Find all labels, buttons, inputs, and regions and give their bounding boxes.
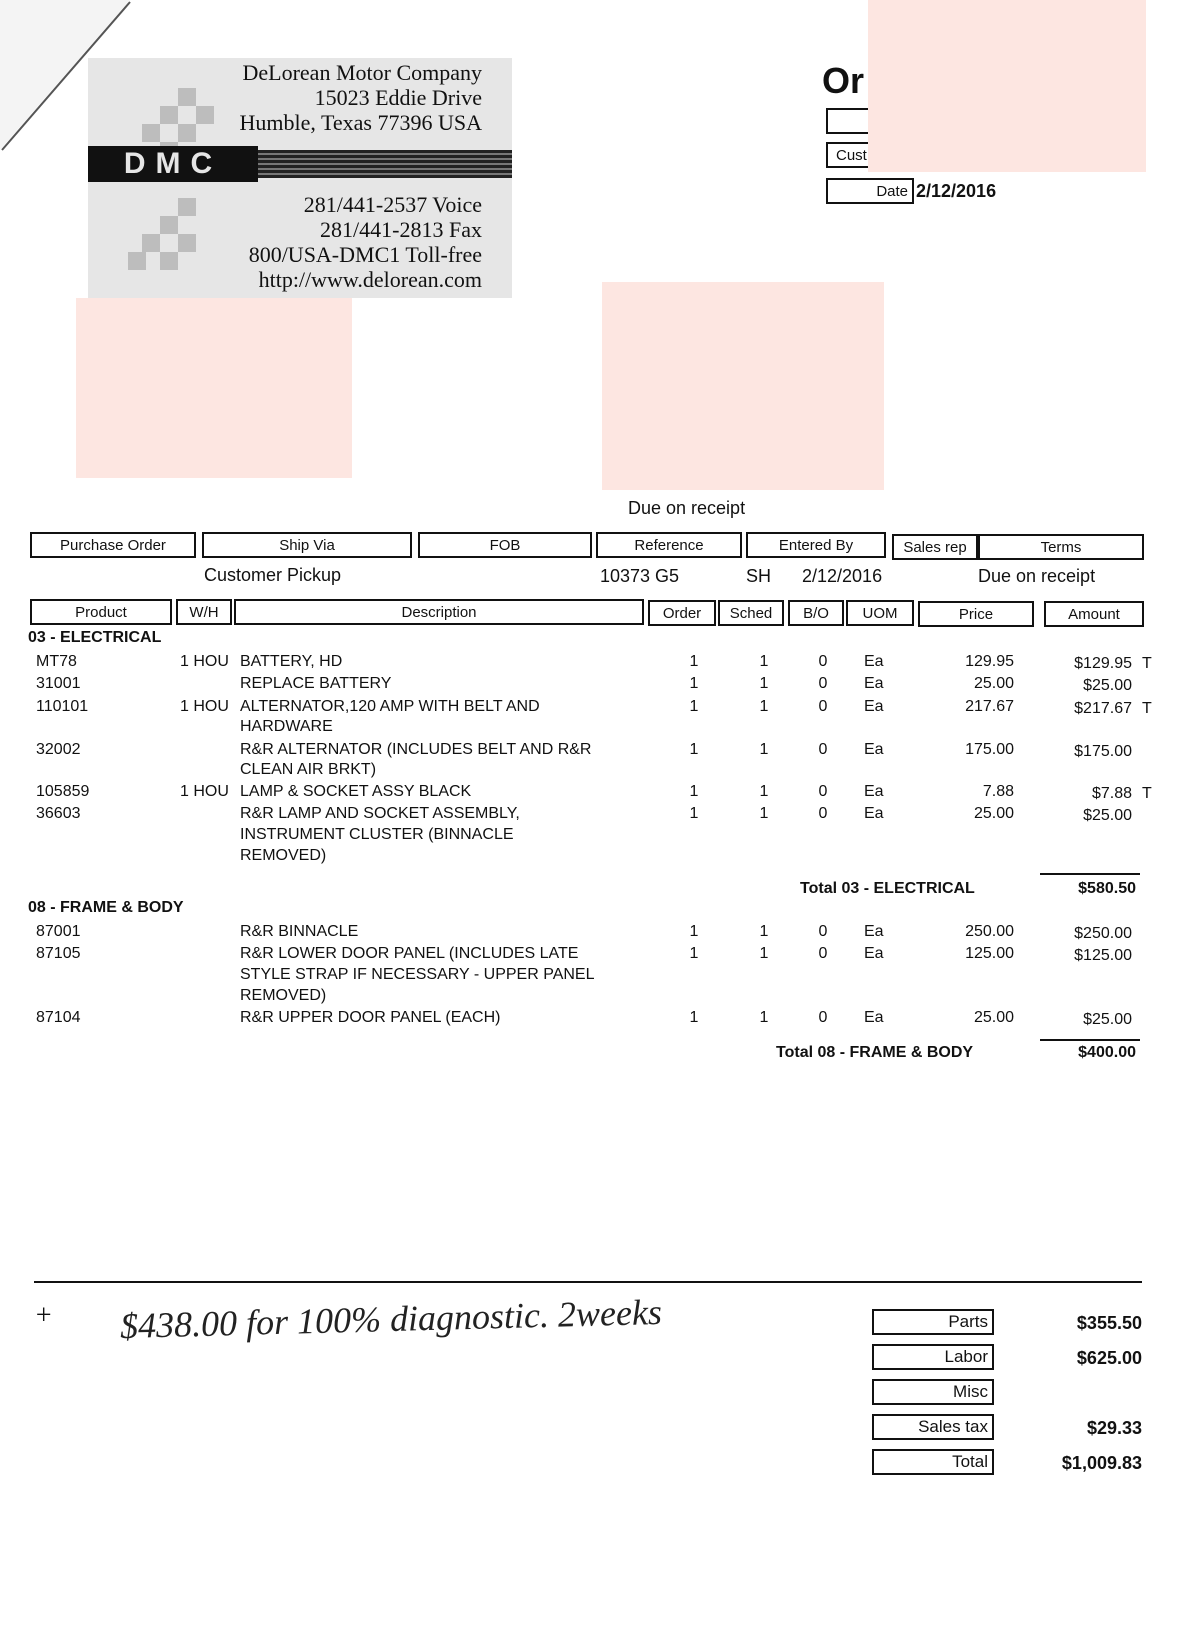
- summary-labor-label: [872, 1344, 994, 1370]
- hdr-entered-by: Entered By: [746, 532, 886, 558]
- description-line: R&R UPPER DOOR PANEL (EACH): [240, 1009, 501, 1026]
- order-qty: 1: [689, 698, 699, 715]
- order-qty: 1: [689, 783, 699, 800]
- company-header: [88, 58, 512, 298]
- summary-label: Labor: [944, 1347, 988, 1366]
- col-sched: Sched: [718, 600, 784, 626]
- section-frame-total: $400.00: [1078, 1044, 1136, 1061]
- bo-qty: 0: [818, 783, 828, 800]
- company-street: 15023 Eddie Drive: [314, 85, 482, 110]
- website: http://www.delorean.com: [258, 267, 482, 292]
- handwritten-note: $438.00 for 100% diagnostic. 2weeks: [119, 1291, 663, 1347]
- summary-parts-label: [872, 1309, 994, 1335]
- tax-flag: T: [1142, 655, 1152, 672]
- footer-rule: [34, 1281, 1142, 1283]
- val-entered-by: SH: [746, 566, 772, 586]
- tax-flag: T: [1142, 785, 1152, 802]
- col-uom: UOM: [846, 600, 914, 626]
- price: 217.67: [965, 698, 1014, 715]
- company-city: Humble, Texas 77396 USA: [239, 110, 482, 135]
- order-qty: 1: [689, 741, 699, 758]
- section-electrical-total: $580.50: [1078, 880, 1136, 897]
- product-code: 110101: [36, 698, 89, 715]
- date-label: Date: [876, 182, 908, 200]
- amount: $175.00: [1074, 743, 1132, 760]
- amount: $125.00: [1074, 947, 1132, 964]
- warehouse: 1 HOU: [180, 653, 229, 670]
- amount: $25.00: [1083, 1011, 1132, 1028]
- doc-title: Or: [822, 60, 865, 101]
- amount: $25.00: [1083, 807, 1132, 824]
- col-amount: Amount: [1044, 601, 1144, 627]
- sched-qty: 1: [759, 805, 769, 822]
- description-line: CLEAN AIR BRKT): [240, 761, 377, 778]
- col-order: Order: [648, 600, 716, 626]
- section-frame-title: 08 - FRAME & BODY: [28, 899, 184, 916]
- summary-label: Total: [952, 1452, 988, 1471]
- product-code: 32002: [36, 741, 81, 758]
- order-qty: 1: [689, 653, 699, 670]
- order-qty: 1: [689, 675, 699, 692]
- product-code: 87104: [36, 1009, 81, 1026]
- sched-qty: 1: [759, 1009, 769, 1026]
- price: 25.00: [973, 675, 1014, 692]
- description-line: R&R LAMP AND SOCKET ASSEMBLY,: [240, 805, 520, 822]
- subtotal-rule: [1040, 873, 1140, 875]
- description-line: REPLACE BATTERY: [240, 675, 392, 692]
- col-bo: B/O: [788, 600, 844, 626]
- description-line: LAMP & SOCKET ASSY BLACK: [240, 783, 472, 800]
- price: 250.00: [965, 923, 1014, 940]
- description-line: STYLE STRAP IF NECESSARY - UPPER PANEL: [240, 966, 595, 983]
- summary-total-label: [872, 1449, 994, 1475]
- val-entered-date: 2/12/2016: [802, 566, 883, 586]
- order-qty: 1: [689, 1009, 699, 1026]
- sched-qty: 1: [759, 698, 769, 715]
- redaction-bill-to: [76, 298, 352, 478]
- uom: Ea: [864, 653, 884, 670]
- uom: Ea: [864, 1009, 884, 1026]
- summary-tax-value: $29.33: [1086, 1418, 1142, 1438]
- price: 25.00: [973, 1009, 1014, 1026]
- redaction-order-info: [868, 0, 1146, 172]
- section-electrical-total-label: Total 03 - ELECTRICAL: [800, 880, 975, 897]
- sched-qty: 1: [759, 675, 769, 692]
- description-line: ALTERNATOR,120 AMP WITH BELT AND: [240, 698, 540, 715]
- description-line: BATTERY, HD: [240, 653, 343, 670]
- sched-qty: 1: [759, 783, 769, 800]
- price: 25.00: [973, 805, 1014, 822]
- price: 129.95: [965, 653, 1014, 670]
- due-on-receipt-top: Due on receipt: [628, 498, 746, 518]
- col-product: Product: [30, 599, 172, 625]
- hdr-ship-via: Ship Via: [202, 532, 412, 558]
- hdr-fob: FOB: [418, 532, 592, 558]
- sched-qty: 1: [759, 741, 769, 758]
- checker-flag-graphic: [118, 78, 228, 298]
- hdr-sales-rep: Sales rep: [892, 534, 978, 560]
- price: 125.00: [965, 945, 1014, 962]
- description-line: REMOVED): [240, 847, 327, 864]
- product-code: 105859: [36, 783, 90, 800]
- section-electrical-title: 03 - ELECTRICAL: [28, 629, 162, 646]
- col-description: Description: [234, 599, 644, 625]
- order-qty: 1: [689, 923, 699, 940]
- dmc-logo-bar: [88, 146, 512, 182]
- bo-qty: 0: [818, 675, 828, 692]
- bo-qty: 0: [818, 698, 828, 715]
- uom: Ea: [864, 945, 884, 962]
- customer-label: Cust: [836, 146, 867, 164]
- warehouse: 1 HOU: [180, 698, 229, 715]
- amount: $217.67: [1074, 700, 1132, 717]
- summary-misc-label: [872, 1379, 994, 1405]
- phone-fax: 281/441-2813 Fax: [320, 217, 482, 242]
- product-code: 31001: [36, 675, 81, 692]
- uom: Ea: [864, 675, 884, 692]
- description-line: INSTRUMENT CLUSTER (BINNACLE: [240, 826, 514, 843]
- date-value: 2/12/2016: [916, 181, 997, 201]
- description-line: R&R LOWER DOOR PANEL (INCLUDES LATE: [240, 945, 579, 962]
- summary-label: Misc: [953, 1382, 988, 1401]
- bo-qty: 0: [818, 945, 828, 962]
- price: 175.00: [965, 741, 1014, 758]
- bo-qty: 0: [818, 1009, 828, 1026]
- val-reference: 10373 G5: [600, 566, 680, 586]
- product-code: 87105: [36, 945, 81, 962]
- summary-total-value: $1,009.83: [1061, 1453, 1142, 1473]
- phone-tollfree: 800/USA-DMC1 Toll-free: [248, 242, 482, 267]
- amount: $25.00: [1083, 677, 1132, 694]
- order-qty: 1: [689, 945, 699, 962]
- dmc-logo: DMC: [88, 146, 258, 182]
- description-line: HARDWARE: [240, 718, 333, 735]
- tax-flag: T: [1142, 700, 1152, 717]
- amount: $7.88: [1091, 785, 1132, 802]
- warehouse: 1 HOU: [180, 783, 229, 800]
- col-price: Price: [918, 601, 1034, 627]
- amount: $129.95: [1074, 655, 1132, 672]
- description-line: R&R BINNACLE: [240, 923, 359, 940]
- val-ship-via: Customer Pickup: [204, 565, 342, 585]
- subtotal-rule: [1040, 1039, 1140, 1041]
- handwritten-plus: +: [34, 1300, 53, 1331]
- uom: Ea: [864, 698, 884, 715]
- summary-tax-label: [872, 1414, 994, 1440]
- uom: Ea: [864, 783, 884, 800]
- phone-voice: 281/441-2537 Voice: [303, 192, 482, 217]
- order-qty: 1: [689, 805, 699, 822]
- bo-qty: 0: [818, 741, 828, 758]
- val-terms: Due on receipt: [978, 566, 1096, 586]
- hdr-terms: Terms: [978, 534, 1144, 560]
- product-code: MT78: [36, 653, 77, 670]
- amount: $250.00: [1074, 925, 1132, 942]
- sched-qty: 1: [759, 923, 769, 940]
- uom: Ea: [864, 805, 884, 822]
- bo-qty: 0: [818, 653, 828, 670]
- redaction-ship-to: [602, 282, 884, 490]
- product-code: 87001: [36, 923, 81, 940]
- logo-stripe: [258, 150, 512, 178]
- description-line: REMOVED): [240, 987, 327, 1004]
- sched-qty: 1: [759, 945, 769, 962]
- hdr-reference: Reference: [596, 532, 742, 558]
- uom: Ea: [864, 741, 884, 758]
- summary-label: Parts: [948, 1312, 988, 1331]
- description-line: R&R ALTERNATOR (INCLUDES BELT AND R&R: [240, 741, 592, 758]
- section-frame-total-label: Total 08 - FRAME & BODY: [776, 1044, 974, 1061]
- date-label-box: [826, 178, 914, 204]
- hdr-purchase-order: Purchase Order: [30, 532, 196, 558]
- bo-qty: 0: [818, 923, 828, 940]
- company-name: DeLorean Motor Company: [242, 60, 482, 85]
- summary-label: Sales tax: [918, 1417, 988, 1436]
- sched-qty: 1: [759, 653, 769, 670]
- bo-qty: 0: [818, 805, 828, 822]
- uom: Ea: [864, 923, 884, 940]
- summary-parts-value: $355.50: [1076, 1313, 1142, 1333]
- product-code: 36603: [36, 805, 81, 822]
- price: 7.88: [982, 783, 1014, 800]
- summary-labor-value: $625.00: [1076, 1348, 1142, 1368]
- col-wh: W/H: [176, 599, 232, 625]
